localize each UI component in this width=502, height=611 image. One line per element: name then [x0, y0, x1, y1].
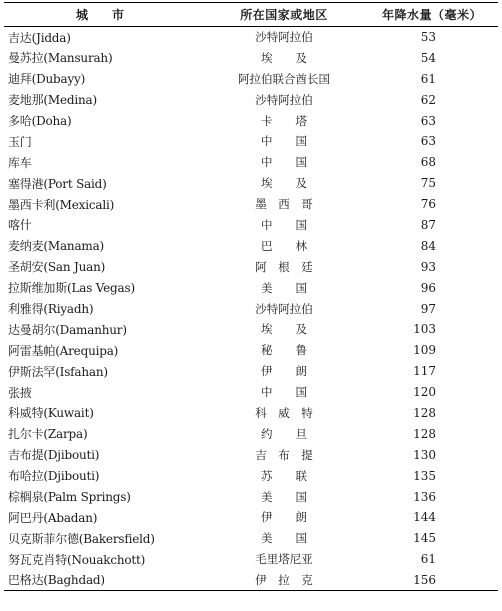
country-cell: 阿拉伯联合酋长国 [238, 71, 330, 86]
rainfall-cell: 63 [420, 113, 436, 128]
city-cell: 阿巴丹(Abadan) [8, 510, 98, 525]
country-cell: 卡 塔 [261, 113, 307, 128]
table-row [4, 89, 498, 110]
country-cell: 中 国 [261, 155, 307, 170]
rainfall-table [4, 2, 498, 591]
table-row [4, 319, 498, 340]
city-cell: 圣胡安(San Juan) [8, 260, 106, 275]
table-row [4, 528, 498, 549]
country-cell: 中 国 [261, 217, 307, 232]
rainfall-cell: 61 [420, 71, 436, 86]
rainfall-cell: 68 [420, 155, 436, 170]
city-cell: 达曼胡尔(Damanhur) [8, 322, 127, 337]
table-row [4, 403, 498, 424]
city-cell: 努瓦克肖特(Nouakchott) [8, 552, 146, 567]
rainfall-cell: 87 [420, 217, 436, 232]
rainfall-cell: 93 [420, 259, 436, 274]
rainfall-cell: 62 [420, 92, 436, 107]
city-cell: 玉门 [8, 134, 32, 149]
city-cell: 拉斯维加斯(Las Vegas) [8, 281, 135, 296]
city-cell: 利雅得(Riyadh) [8, 302, 94, 317]
city-cell: 棕榈泉(Palm Springs) [8, 490, 131, 505]
city-cell: 科威特(Kuwait) [8, 406, 94, 421]
table-row [4, 361, 498, 382]
rainfall-cell: 103 [413, 322, 436, 337]
city-cell: 吉布提(Djibouti) [8, 448, 100, 463]
country-cell: 中 国 [261, 134, 307, 149]
country-cell: 阿 根 廷 [255, 259, 313, 274]
table-row [4, 27, 498, 48]
rainfall-cell: 120 [413, 385, 436, 400]
country-cell: 埃 及 [261, 322, 307, 337]
country-cell: 毛里塔尼亚 [255, 552, 313, 567]
country-cell: 苏 联 [261, 468, 307, 483]
city-cell: 多哈(Doha) [8, 114, 72, 128]
city-cell: 迪拜(Dubayy) [8, 72, 86, 87]
rainfall-cell: 53 [420, 30, 436, 45]
country-cell: 沙特阿拉伯 [255, 301, 313, 316]
country-cell: 巴 林 [261, 238, 307, 253]
country-cell: 伊 拉 克 [202, 570, 366, 591]
city-cell: 喀什 [8, 218, 32, 233]
city-cell: 贝克斯菲尔德(Bakersfield) [8, 531, 155, 546]
table-row [4, 549, 498, 570]
rainfall-cell: 128 [413, 426, 436, 441]
country-cell: 中 国 [261, 385, 307, 400]
table-row [4, 298, 498, 319]
rainfall-cell: 96 [420, 280, 436, 295]
country-cell: 秘 鲁 [261, 343, 307, 358]
city-column-header: 城 市 [4, 3, 202, 27]
city-cell: 巴格达(Baghdad) [4, 570, 202, 591]
table-row [4, 423, 498, 444]
rainfall-cell: 54 [420, 50, 436, 65]
table-row [4, 131, 498, 152]
rainfall-cell: 156 [366, 570, 498, 591]
table-row [4, 340, 498, 361]
city-cell: 曼苏拉(Mansurah) [8, 51, 113, 66]
country-cell: 埃 及 [261, 176, 307, 191]
rainfall-cell: 117 [413, 364, 436, 379]
city-cell: 张掖 [8, 385, 32, 400]
country-cell: 沙特阿拉伯 [255, 30, 313, 45]
country-cell: 沙特阿拉伯 [255, 92, 313, 107]
rainfall-cell: 144 [413, 510, 436, 525]
table-header-row [4, 3, 498, 27]
table-row [4, 570, 498, 591]
table-row [4, 256, 498, 277]
country-cell: 吉 布 提 [255, 447, 313, 462]
country-cell: 伊 朗 [261, 364, 307, 379]
country-cell: 墨 西 哥 [255, 197, 313, 212]
table-row [4, 68, 498, 89]
table-row [4, 465, 498, 486]
rainfall-cell: 84 [420, 238, 436, 253]
rainfall-cell: 145 [413, 531, 436, 546]
city-cell: 伊斯法罕(Isfahan) [8, 364, 108, 379]
country-cell: 美 国 [261, 531, 307, 546]
country-column-header: 所在国家或地区 [202, 3, 366, 27]
rainfall-cell: 61 [420, 552, 436, 567]
country-cell: 科 威 特 [255, 405, 313, 420]
country-cell: 伊 朗 [261, 510, 307, 525]
table-row [4, 110, 498, 131]
country-cell: 美 国 [261, 280, 307, 295]
table-row [4, 194, 498, 215]
city-cell: 吉达(Jidda) [8, 30, 71, 45]
rainfall-cell: 109 [413, 343, 436, 358]
rainfall-cell: 76 [420, 197, 436, 212]
rainfall-cell: 136 [413, 489, 436, 504]
city-cell: 扎尔卡(Zarpa) [8, 427, 88, 442]
table-row [4, 444, 498, 465]
table-row [4, 173, 498, 194]
table-row [4, 382, 498, 403]
table-row [4, 235, 498, 256]
rainfall-column-header: 年降水量（毫米） [366, 3, 498, 27]
table-body [4, 27, 498, 591]
city-cell: 库车 [8, 155, 32, 170]
table-row [4, 277, 498, 298]
table-row [4, 215, 498, 236]
table-row [4, 507, 498, 528]
table-row [4, 486, 498, 507]
city-cell: 麦地那(Medina) [8, 93, 97, 108]
rainfall-cell: 75 [420, 176, 436, 191]
country-cell: 埃 及 [261, 50, 307, 65]
country-cell: 约 旦 [261, 426, 307, 441]
rainfall-cell: 63 [420, 134, 436, 149]
table-row [4, 152, 498, 173]
rainfall-cell: 130 [413, 447, 436, 462]
city-cell: 布哈拉(Djibouti) [8, 469, 100, 484]
city-cell: 麦纳麦(Manama) [8, 239, 105, 254]
rainfall-cell: 128 [413, 405, 436, 420]
city-cell: 阿雷基帕(Arequipa) [8, 343, 119, 358]
rainfall-cell: 135 [413, 468, 436, 483]
city-cell: 塞得港(Port Said) [8, 176, 107, 191]
rainfall-cell: 97 [420, 301, 436, 316]
country-cell: 美 国 [261, 489, 307, 504]
table-row [4, 47, 498, 68]
city-cell: 墨西卡利(Mexicali) [8, 197, 115, 212]
